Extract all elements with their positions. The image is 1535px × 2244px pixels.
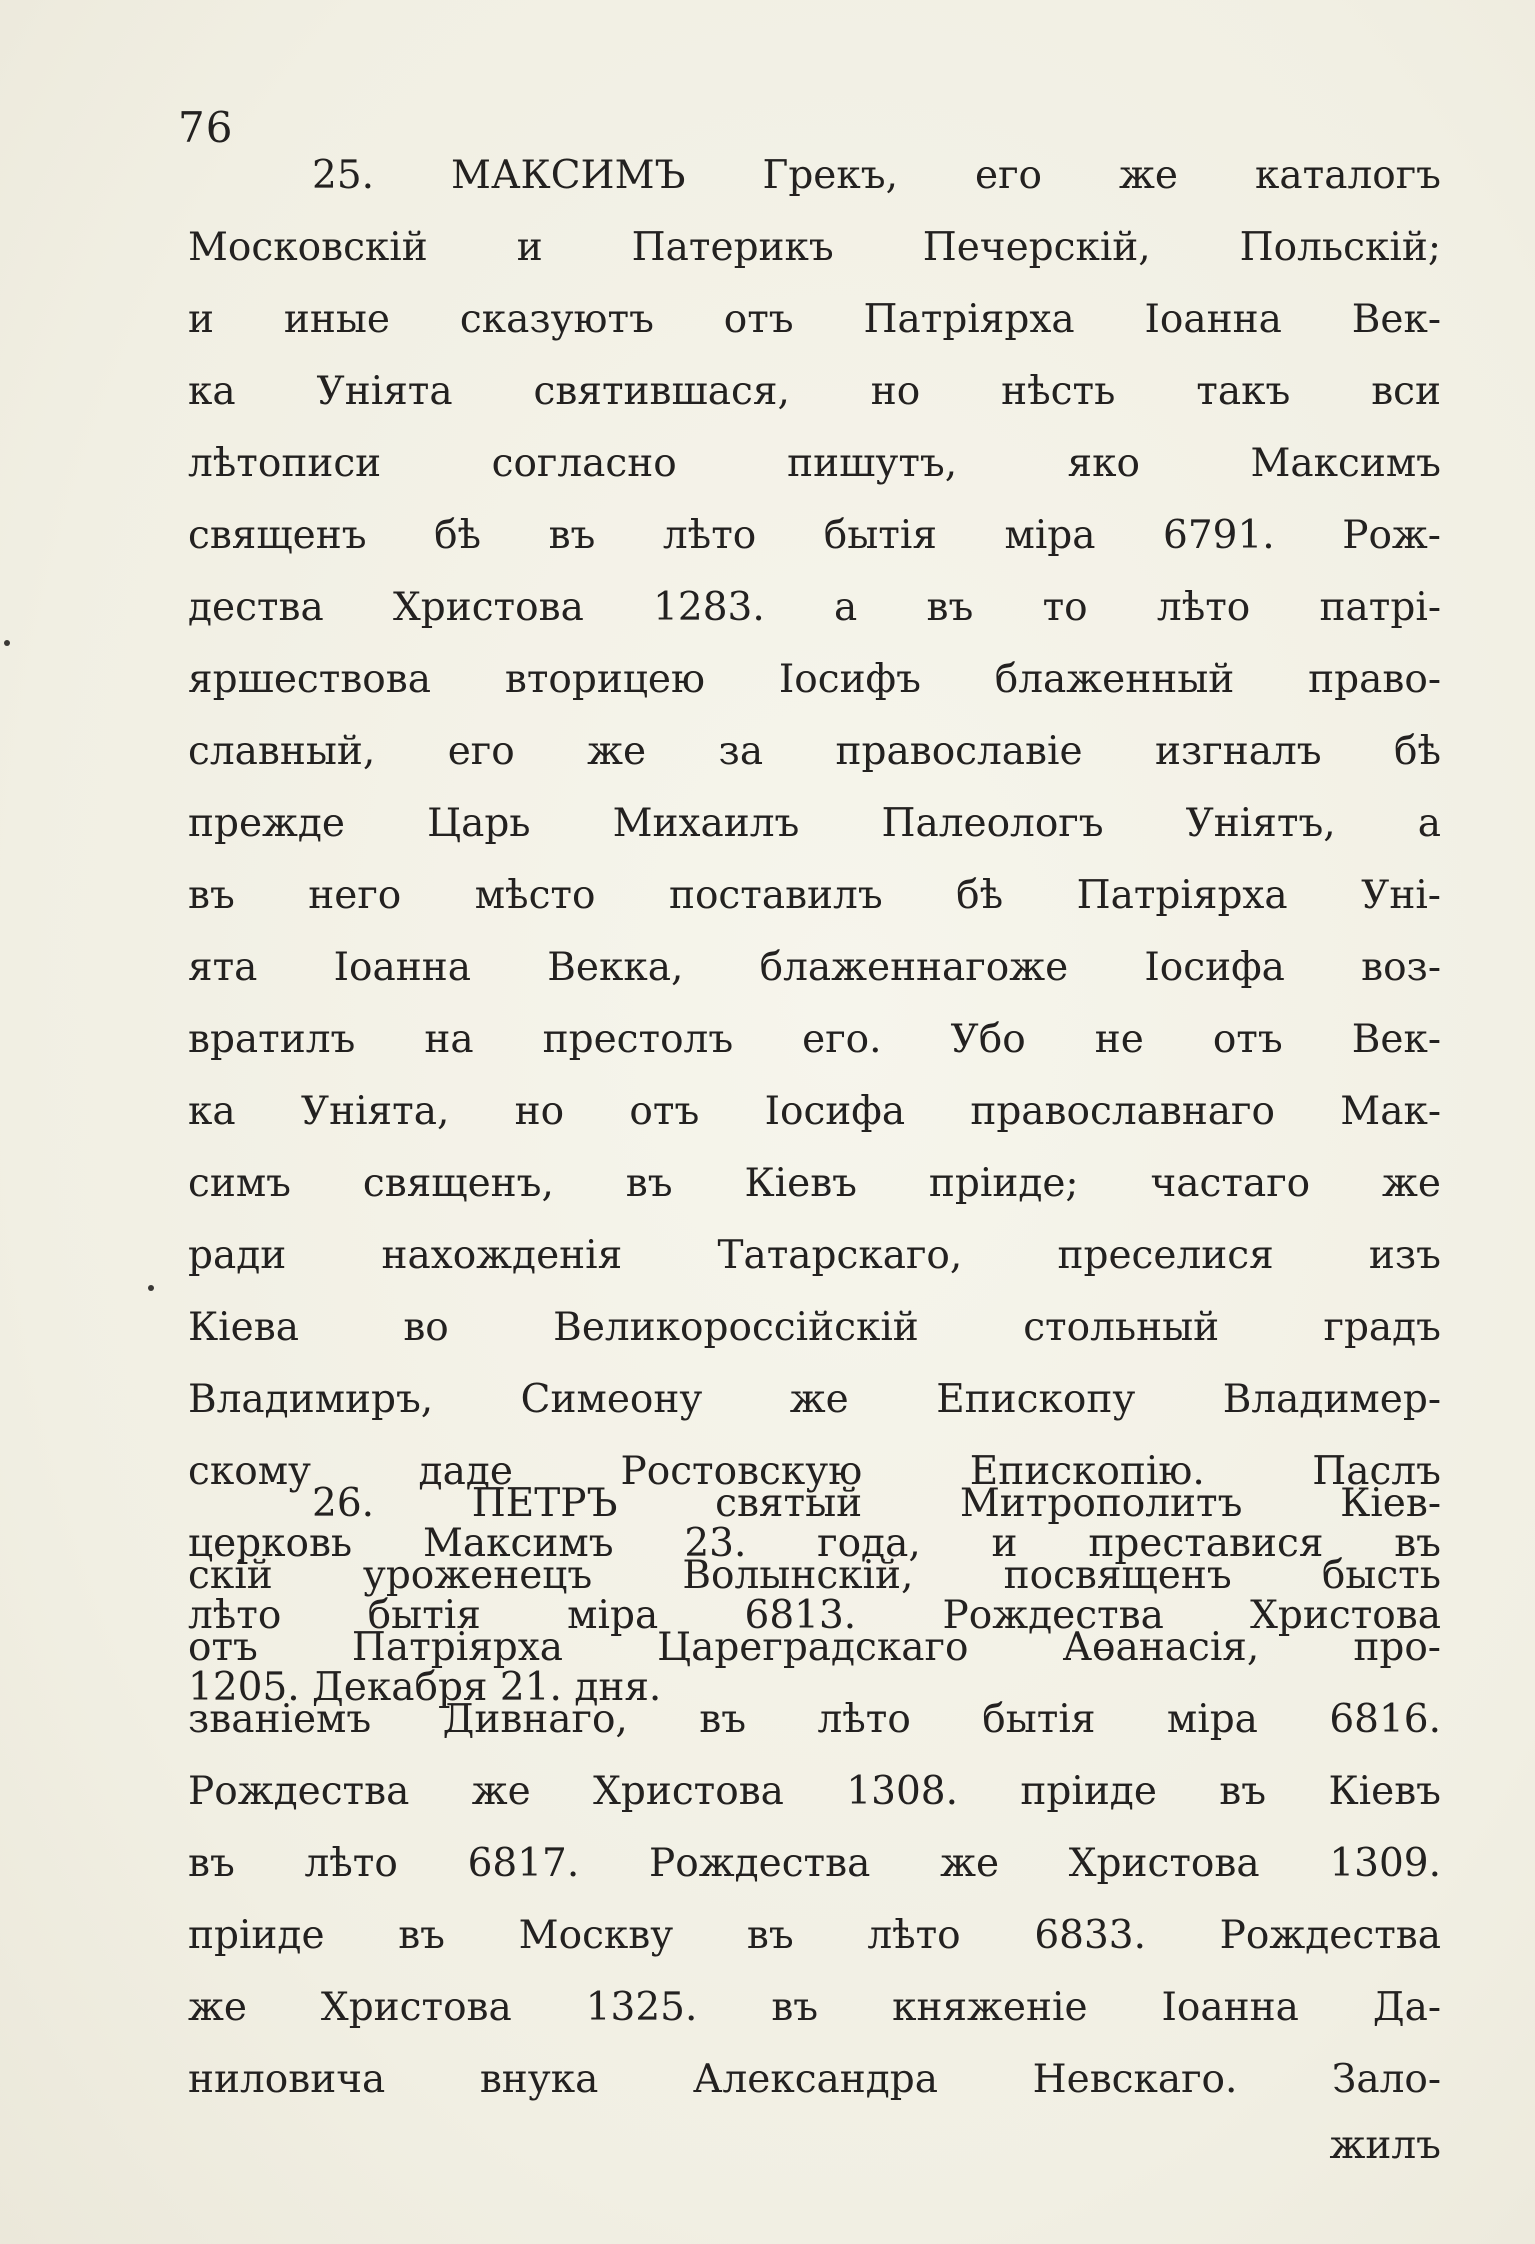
text-line: пріиде въ Москву въ лѣто 6833. Рождества xyxy=(188,1913,1441,1958)
text-line: вратилъ на престолъ его. Убо не отъ Век- xyxy=(188,1017,1441,1062)
text-line: 1205. Декабря 21. дня. xyxy=(188,1665,662,1710)
text-line: симъ священъ, въ Кіевъ пріиде; частаго же xyxy=(188,1161,1441,1206)
text-line: ниловича внука Александра Невскаго. Зало- xyxy=(188,2057,1441,2102)
text-line: 25. МАКСИМЪ Грекъ, его же каталогъ xyxy=(312,153,1441,198)
text-line: славный, его же за православіе изгналъ бѣ xyxy=(188,729,1441,774)
text-line: церковь Максимъ 23. года, и преставися въ xyxy=(188,1521,1441,1566)
text-line: дества Христова 1283. а въ то лѣто патрі- xyxy=(188,585,1441,630)
text-line: отъ Патріярха Цареградскаго Аөанасія, про- xyxy=(188,1625,1441,1670)
text-line: ка Уніята святившася, но нѣсть такъ вси xyxy=(188,369,1441,414)
text-line: лѣто бытія міра 6813. Рождества Христова xyxy=(188,1593,1441,1638)
text-line: ради нахожденія Татарскаго, преселися изъ xyxy=(188,1233,1441,1278)
text-line: Кіева во Великороссійскій стольный градъ xyxy=(188,1305,1441,1350)
text-line: скій уроженецъ Волынскій, посвященъ бысть xyxy=(188,1553,1441,1598)
text-line: и иные сказуютъ отъ Патріярха Іоанна Век- xyxy=(188,297,1441,342)
text-line: 26. ПЕТРЪ святый Митрополитъ Кіев- xyxy=(312,1481,1441,1526)
text-line: въ лѣто 6817. Рождества же Христова 1309. xyxy=(188,1841,1441,1886)
page-number: 76 xyxy=(178,103,234,152)
margin-speck xyxy=(148,1285,154,1291)
text-line: Владимиръ, Симеону же Епископу Владимер- xyxy=(188,1377,1441,1422)
text-line: лѣтописи согласно пишутъ, яко Максимъ xyxy=(188,441,1441,486)
catchword: жилъ xyxy=(1329,2123,1441,2168)
text-line: прежде Царь Михаилъ Палеологъ Уніятъ, а xyxy=(188,801,1441,846)
text-line: священъ бѣ въ лѣто бытія міра 6791. Рож- xyxy=(188,513,1441,558)
text-line: званіемъ Дивнаго, въ лѣто бытія міра 6816. xyxy=(188,1697,1441,1742)
text-line: въ него мѣсто поставилъ бѣ Патріярха Уні- xyxy=(188,873,1441,918)
text-line: ята Іоанна Векка, блаженнагоже Іосифа воз- xyxy=(188,945,1441,990)
text-line: же Христова 1325. въ княженіе Іоанна Да- xyxy=(188,1985,1441,2030)
margin-speck xyxy=(4,640,10,646)
text-line: ка Уніята, но отъ Іосифа православнаго Мак- xyxy=(188,1089,1441,1134)
text-line: Рождества же Христова 1308. пріиде въ Кіевъ xyxy=(188,1769,1441,1814)
text-line: скому даде Ростовскую Епископію. Паслъ xyxy=(188,1449,1441,1494)
text-line: Московскій и Патерикъ Печерскій, Польскій; xyxy=(188,225,1441,270)
text-line: яршествова вторицею Іосифъ блаженный право- xyxy=(188,657,1441,702)
